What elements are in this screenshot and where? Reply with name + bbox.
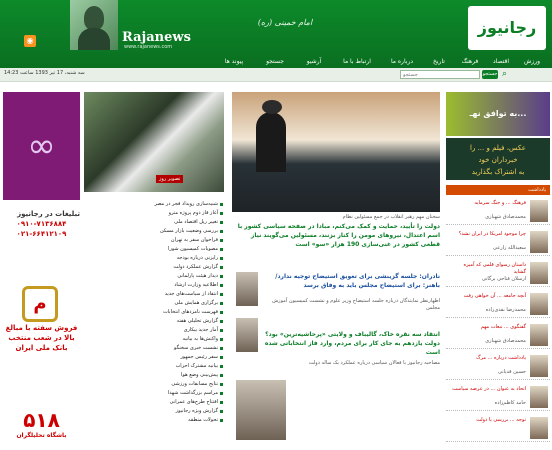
news-list-item[interactable]: مراسم بزرگداشت شهدا — [84, 389, 224, 398]
note-title[interactable]: چرا موجود امریکا در ایران نشد؟ — [458, 231, 526, 237]
film-share-ad[interactable] — [446, 138, 550, 180]
nav-item-culture[interactable]: فرهنگ — [461, 58, 479, 65]
analysts-club-ad[interactable] — [3, 408, 80, 450]
nav-item-history[interactable]: تاریخ — [433, 58, 445, 65]
news-list-item[interactable]: مصوبات کمیسیون شورا — [84, 245, 224, 254]
notes-section-title: یادداشت — [446, 185, 550, 195]
note-title[interactable]: اتحاد به عنوان ... در عرصه سیاست — [452, 386, 526, 392]
news-headline-list — [84, 200, 224, 425]
nav-item-links[interactable]: پیوند ها — [224, 58, 244, 65]
story-summary-3: مصاحبه رجانیوز با فعالان سیاسی درباره عملکرد یک ساله دولت — [308, 360, 440, 366]
note-author: محمدصادق شهبازی — [485, 214, 526, 220]
film-ad-line-3: به اشتراک بگذارید — [471, 168, 525, 176]
lead-story-caption: سخنان مهم رهبر انقلاب در جمع مسئولین نظام — [342, 214, 440, 220]
note-item[interactable] — [446, 414, 550, 442]
author-avatar[interactable] — [530, 386, 548, 408]
advertise-title: تبلیغات در رجانیوز — [17, 210, 80, 218]
news-list-item[interactable]: افتتاح طرح‌های عمرانی — [84, 398, 224, 407]
note-author: حسین قدیانی — [498, 369, 526, 375]
news-list-item[interactable]: واکنش‌ها به بیانیه — [84, 335, 224, 344]
advertise-phone-1: ۰۹۱۰-۷۱۳۶۸۸۴ — [16, 220, 67, 228]
right-ad-banner[interactable]: به توافق نهـ... — [446, 92, 550, 136]
date-search-bar — [0, 68, 552, 82]
news-list-item[interactable]: آمار جدید بیکاری — [84, 326, 224, 335]
author-avatar[interactable] — [530, 231, 548, 253]
nav-item-economy[interactable]: اقتصاد — [492, 58, 510, 65]
news-list-item[interactable]: نتایج مسابقات ورزشی — [84, 380, 224, 389]
note-title[interactable]: آنچه جامعه ... آن خواهی رفت — [463, 293, 526, 299]
site-logo[interactable]: رجانیوز — [468, 6, 546, 50]
nav-item-archive[interactable]: آرشیو — [306, 58, 322, 65]
rss-icon[interactable]: ◉ — [24, 35, 36, 47]
author-avatar[interactable] — [530, 417, 548, 439]
news-list-item[interactable]: انتقاد از سیاست‌های جدید — [84, 290, 224, 299]
note-title[interactable]: توجه ... بررسی یا دولت — [476, 417, 526, 423]
ad-infinity-banner[interactable]: ∞ — [3, 92, 80, 200]
news-list-item[interactable]: سفر رئیس جمهور — [84, 353, 224, 362]
note-item[interactable] — [446, 352, 550, 380]
note-title[interactable]: گفتگوی ... تبعات مهم — [480, 324, 526, 330]
note-author: ارسلان فتاحی برگانی — [481, 276, 526, 282]
note-item[interactable] — [446, 197, 550, 225]
photo-of-day-image[interactable] — [84, 92, 224, 192]
story-thumbnail[interactable] — [236, 380, 286, 440]
news-list-item[interactable]: برگزاری همایش ملی — [84, 299, 224, 308]
author-avatar[interactable] — [530, 324, 548, 346]
note-item[interactable] — [446, 259, 550, 287]
news-list-item[interactable]: پیش‌بینی وضع هوا — [84, 371, 224, 380]
news-list-item[interactable]: بررسی وضعیت بازار مسکن — [84, 227, 224, 236]
lead-story-headline[interactable]: دولت را تأیید، حمایت و کمک می‌کنم، مبادا در صفحه سیاسی کشور با اسم اعتدال، نیروهای مومن را کنار بزنند، مسئولین می‌گویند نیاز قطعی کشور در غنی‌سازی 190 هزار «سو» است — [237, 223, 440, 248]
note-item[interactable] — [446, 383, 550, 411]
story-thumbnail[interactable] — [236, 272, 258, 306]
bank-melli-logo[interactable]: م — [22, 286, 58, 322]
analysts-club-caption: باشگاه تحلیلگران — [16, 432, 67, 439]
news-list-item[interactable]: رایزنی درباره بودجه — [84, 254, 224, 263]
brand-url: www.rajanews.com — [124, 44, 173, 50]
brand-latin-logo[interactable]: Rajanews — [122, 30, 191, 45]
story-headline-2[interactable]: نادران: جلسه گزینشی برای تعویق استیضاح توجیه ندارد/ باهنر: برای استیضاح مجلس باید به وفاق برسد — [275, 273, 440, 289]
advertise-phone-2: ۰۲۱-۶۶۴۱۲۱۰۹ — [16, 230, 67, 238]
note-title[interactable]: فرهنگ ... و جنگ سرمایه — [474, 200, 526, 206]
main-nav — [0, 56, 552, 68]
note-item[interactable] — [446, 321, 550, 349]
news-list-item[interactable]: تغییر ریل اقتصاد ملی — [84, 218, 224, 227]
news-list-item[interactable]: گزارش عملکرد دولت — [84, 263, 224, 272]
news-list-item[interactable]: بیانیه مشترک احزاب — [84, 362, 224, 371]
author-avatar[interactable] — [530, 293, 548, 315]
note-title[interactable]: یادداشت درباره ... مرگ — [476, 355, 526, 361]
author-avatar[interactable] — [530, 355, 548, 377]
note-author: محمدصادق شهبازی — [485, 338, 526, 344]
news-list-item[interactable]: فراخوان سفر به تهران — [84, 236, 224, 245]
nav-item-search[interactable]: جستجو — [266, 58, 284, 65]
header-calligraphy: امام خمینی (ره) — [257, 18, 313, 27]
news-list-item[interactable]: فهرست نامزدهای انتخابات — [84, 308, 224, 317]
nav-item-sport[interactable]: ورزش — [523, 58, 541, 65]
news-list-item[interactable]: دیدار هیئت پارلمانی — [84, 272, 224, 281]
advertise-box — [3, 202, 80, 238]
note-item[interactable] — [446, 228, 550, 256]
search-button[interactable]: جستجو — [482, 71, 498, 77]
film-ad-line-1: عکس، فیلم و ... را — [470, 144, 526, 152]
story-headline-3[interactable]: انتقاد سه نقره خاک، گالیباف و ولایتی «پرحاشیه‌ترین» بود؟ دولت یازدهم به جای کار برای مردم، وارد فاز انتخاباتی شده است — [264, 331, 440, 356]
news-list-item[interactable]: نشست خبری سخنگو — [84, 344, 224, 353]
note-author: محمدرضا نقدی‌زاده — [485, 307, 526, 313]
news-list-item[interactable]: اطلاعیه وزارت ارشاد — [84, 281, 224, 290]
nav-item-about[interactable]: درباره ما — [390, 58, 414, 65]
current-date: سه شنبه، 17 تیر 1393 ساعت 14:23 — [4, 70, 85, 76]
story-summary-2: اظهارنظر نمایندگان درباره جلسه استیضاح وزیر علوم و نشست کمیسیون آموزش مجلس — [272, 298, 440, 311]
news-list-item[interactable]: آغاز فاز دوم پروژه مترو — [84, 209, 224, 218]
news-list-item[interactable]: گزارش ویژه رجانیوز — [84, 407, 224, 416]
bank-ad-text[interactable]: فروش سفته با مبالغ بالا در شعب منتخب بانک ملی ایران — [5, 324, 78, 352]
analysts-club-number: ۵۱۸ — [23, 408, 60, 432]
note-title[interactable]: داستان رسوای قلمی که آمیزه گشاید — [463, 262, 526, 275]
photo-of-day-caption[interactable]: تصویر روز — [156, 175, 183, 183]
header-portrait-image — [70, 0, 118, 50]
lead-story-photo[interactable] — [232, 92, 440, 212]
nav-item-contact[interactable]: ارتباط با ما — [343, 58, 371, 65]
author-avatar[interactable] — [530, 200, 548, 222]
note-item[interactable] — [446, 290, 550, 318]
author-avatar[interactable] — [530, 262, 548, 284]
news-list-item[interactable]: تحولات منطقه — [84, 416, 224, 425]
news-list-item[interactable]: شبیه‌سازی رویداد فجر در مصر — [84, 200, 224, 209]
news-list-item[interactable]: گزارش تحلیلی هفته — [84, 317, 224, 326]
note-author: حامد کاظم‌زاده — [494, 400, 526, 406]
film-ad-line-2: خبرداران خود — [478, 156, 518, 164]
story-thumbnail[interactable] — [236, 318, 258, 352]
search-icon[interactable]: ⌕ — [502, 69, 508, 79]
search-input[interactable] — [400, 70, 480, 79]
note-author: سعیدالله زارعی — [493, 245, 526, 251]
